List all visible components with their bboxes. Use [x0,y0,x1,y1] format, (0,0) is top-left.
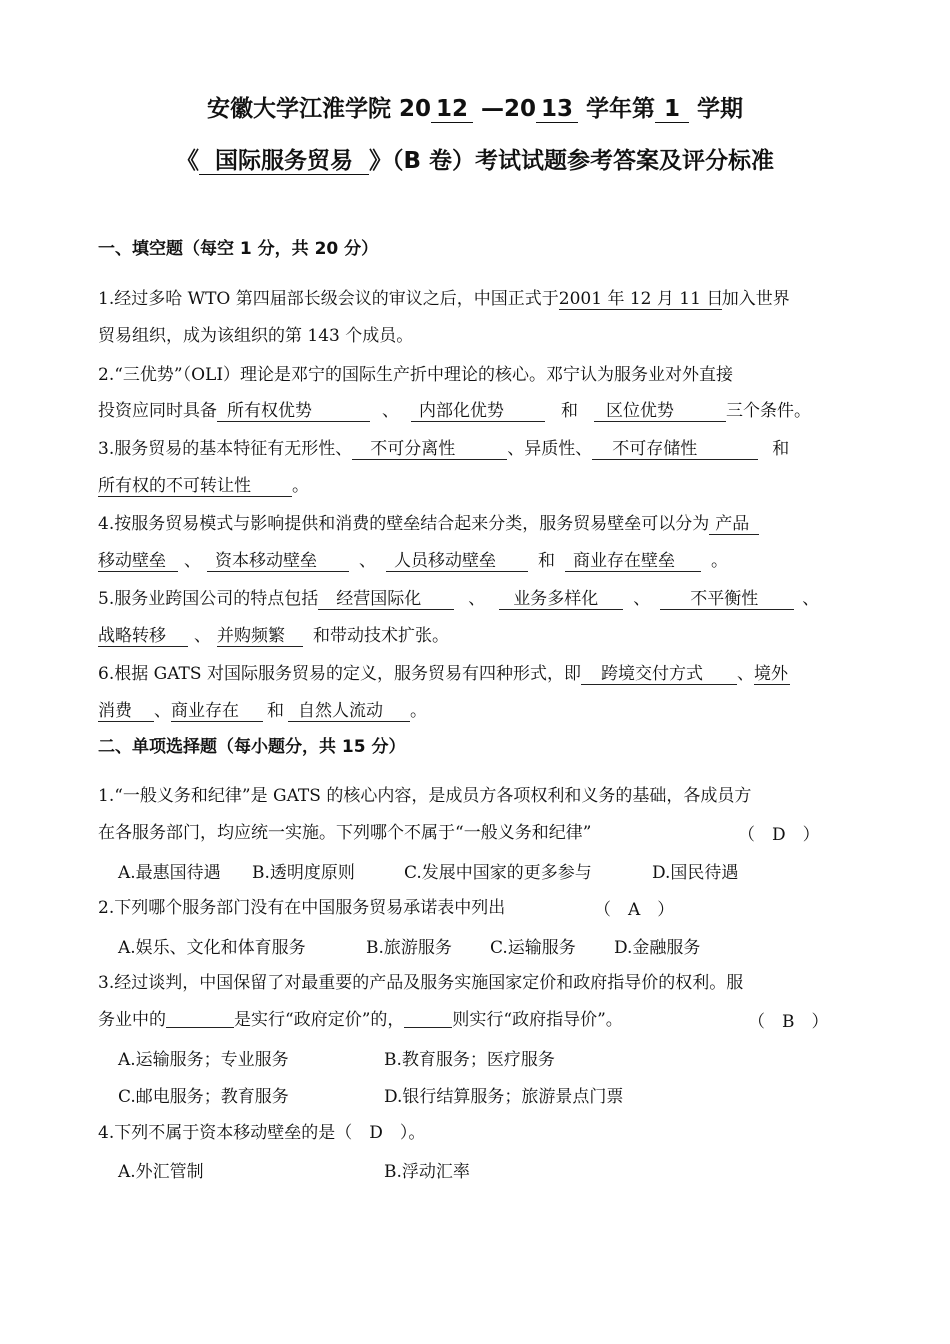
s1-q4-line1 [98,511,759,537]
s1-q3-answer-1: 不可分离性 [352,440,507,460]
s2-q3-answer: （ B ） [748,1012,829,1032]
s1-q6-sep-1: 、 [736,664,754,684]
s2-q4-option-a: A.外汇管制 [118,1162,204,1182]
s1-q2-line2 [98,398,811,424]
s1-q3-text: 3.服务贸易的基本特征有无形性、 [98,439,353,459]
s1-q5-answer-4: 战略转移 [98,627,188,647]
s2-q1-option-b: B.透明度原则 [252,863,355,883]
s1-q2-text-c: 三个条件。 [726,401,811,421]
s1-q6-line2 [98,698,427,724]
s2-q2-option-c: C.运输服务 [490,938,576,958]
section-2-heading: 二、单项选择题（每小题分，共 15 分） [98,737,406,757]
s1-q3-answer-2: 不可存储性 [592,440,758,460]
s1-q6-answer-1: 跨境交付方式 [581,665,737,685]
s1-q4-end: 。 [711,551,728,571]
s1-q1-text: 1.经过多哈 WTO 第四届部长级会议的审议之后，中国正式于 [98,289,559,309]
s1-q3-line2 [98,473,309,499]
s1-q4-answer-1a: 产品 [709,515,759,535]
s1-q3-text-d: 。 [292,476,309,496]
s2-q1-line1: 1.“一般义务和纪律”是 GATS 的核心内容，是成员方各项权利和义务的基础，各成员方 [98,786,752,806]
s1-q6-answer-2a: 境外 [753,664,788,684]
s2-q3-option-b: B.教育服务；医疗服务 [384,1050,555,1070]
section-1-heading: 一、填空题（每空 1 分，共 20 分） [98,239,379,259]
s1-q5-line2 [98,623,449,649]
s1-q2-text: 投资应同时具备 [98,401,217,421]
s1-q5-answer-5: 并购频繁 [217,627,303,647]
s1-q3-line1 [98,436,789,462]
s1-q5-sep-1: 、 [468,589,486,609]
s2-q4-option-b: B.浮动汇率 [384,1162,470,1182]
s2-q1-option-a: A.最惠国待遇 [118,863,221,883]
title-suffix: 学期 [689,96,744,122]
s1-q5-sep-3: 、 [802,589,820,609]
s1-q2-line1: 2.“三优势”（OLI）理论是邓宁的国际生产折中理论的核心。邓宁认为服务业对外直接 [98,365,734,385]
s2-q1-option-c: C.发展中国家的更多参与 [404,863,592,883]
s1-q2-answer-2: 内部化优势 [411,402,545,422]
s2-q2-option-a: A.娱乐、文化和体育服务 [118,938,306,958]
s1-q4-sep-2: 、 [359,551,376,571]
s1-q4-answer-1b: 移动壁垒 [98,552,178,572]
s2-q3-text-1: 务业中的 [98,1010,166,1030]
title-subtitle: 》（B 卷）考试试题参考答案及评分标准 [368,148,775,174]
s2-q3-blank-2 [404,1009,452,1028]
title-term: 1 [655,96,689,123]
s2-q3-text-2: 是实行“政府定价”的， [234,1010,405,1030]
s1-q2-sep-2: 和 [561,401,578,421]
s1-q5-answer-3: 不平衡性 [660,590,794,610]
s1-q5-sep-2: 、 [633,589,651,609]
s2-q2-option-d: D.金融服务 [614,938,701,958]
s2-q2-answer: （ A ） [594,900,675,920]
s1-q6-answer-2b: 消费 [98,702,154,722]
s2-q1-answer: （ D ） [738,825,820,845]
s2-q2-line1: 2.下列哪个服务部门没有在中国服务贸易承诺表中列出 [98,898,506,918]
title-open-bracket: 《 [175,148,199,174]
s2-q3-line1: 3.经过谈判，中国保留了对最重要的产品及服务实施国家定价和政府指导价的权利。服 [98,973,744,993]
s1-q5-line1 [98,586,819,612]
title-mid: 学年第 [578,96,656,122]
s2-q3-line2 [98,1007,623,1033]
title-school: 安徽大学江淮学院 20 [206,96,431,122]
title-year-start: 12 [431,96,473,123]
s1-q4-answer-3: 人员移动壁垒 [386,552,528,572]
s1-q4-answer-4: 商业存在壁垒 [565,552,701,572]
s1-q4-text: 4.按服务贸易模式与影响提供和消费的壁垒结合起来分类，服务贸易壁垒可以分为 [98,514,710,534]
s1-q2-answer-1: 所有权优势 [217,402,370,422]
title-line-2 [0,142,950,175]
s1-q5-text: 5.服务业跨国公司的特点包括 [98,589,319,609]
s2-q2-option-b: B.旅游服务 [366,938,452,958]
s1-q6-answer-3: 商业存在 [171,702,263,722]
s1-q6-answer-4: 自然人流动 [288,702,410,722]
s1-q4-sep-1: 、 [184,551,201,571]
s2-q3-option-a: A.运输服务；专业服务 [118,1050,289,1070]
s1-q5-answer-1: 经营国际化 [318,590,454,610]
s1-q3-text-c: 和 [772,439,790,459]
s1-q3-text-b: 、异质性、 [507,439,593,459]
s1-q6-sep-3: 和 [267,701,284,721]
s1-q5-sep-4: 、 [194,626,211,646]
s2-q3-blank-1 [166,1009,234,1028]
s1-q5-end: 和带动技术扩张。 [313,626,449,646]
s1-q4-line2 [98,548,728,574]
title-line-1 [0,90,950,123]
s1-q1-line2: 贸易组织，成为该组织的第 143 个成员。 [98,326,414,346]
s2-q3-option-c: C.邮电服务；教育服务 [118,1087,289,1107]
title-year-end: 13 [536,96,578,123]
s1-q6-end: 。 [410,701,427,721]
s1-q4-sep-3: 和 [538,551,555,571]
title-course: 国际服务贸易 [199,148,369,175]
title-dash: —20 [472,96,536,122]
s2-q4-line1: 4.下列不属于资本移动壁垒的是（ D ）。 [98,1123,426,1143]
s2-q1-line2: 在各服务部门，均应统一实施。下列哪个不属于“一般义务和纪律” [98,823,592,843]
s1-q3-answer-3: 所有权的不可转让性 [98,477,292,497]
s1-q6-text: 6.根据 GATS 对国际服务贸易的定义，服务贸易有四种形式，即 [98,664,581,684]
s2-q1-option-d: D.国民待遇 [652,863,739,883]
s1-q6-line1 [98,661,790,687]
s1-q1-answer: 2001 年 12 月 11 日 [558,289,724,309]
s1-q4-answer-2: 资本移动壁垒 [207,552,349,572]
s1-q1-line1 [98,286,790,312]
s1-q5-answer-2: 业务多样化 [499,590,623,610]
s1-q6-sep-2: 、 [154,701,171,721]
s2-q3-text-3: 则实行“政府指导价”。 [452,1010,623,1030]
s2-q3-option-d: D.银行结算服务；旅游景点门票 [384,1087,624,1107]
s1-q2-answer-3: 区位优势 [594,402,726,422]
s1-q2-sep-1: 、 [382,401,399,421]
s1-q1-text-b: 加入世界 [721,289,790,309]
